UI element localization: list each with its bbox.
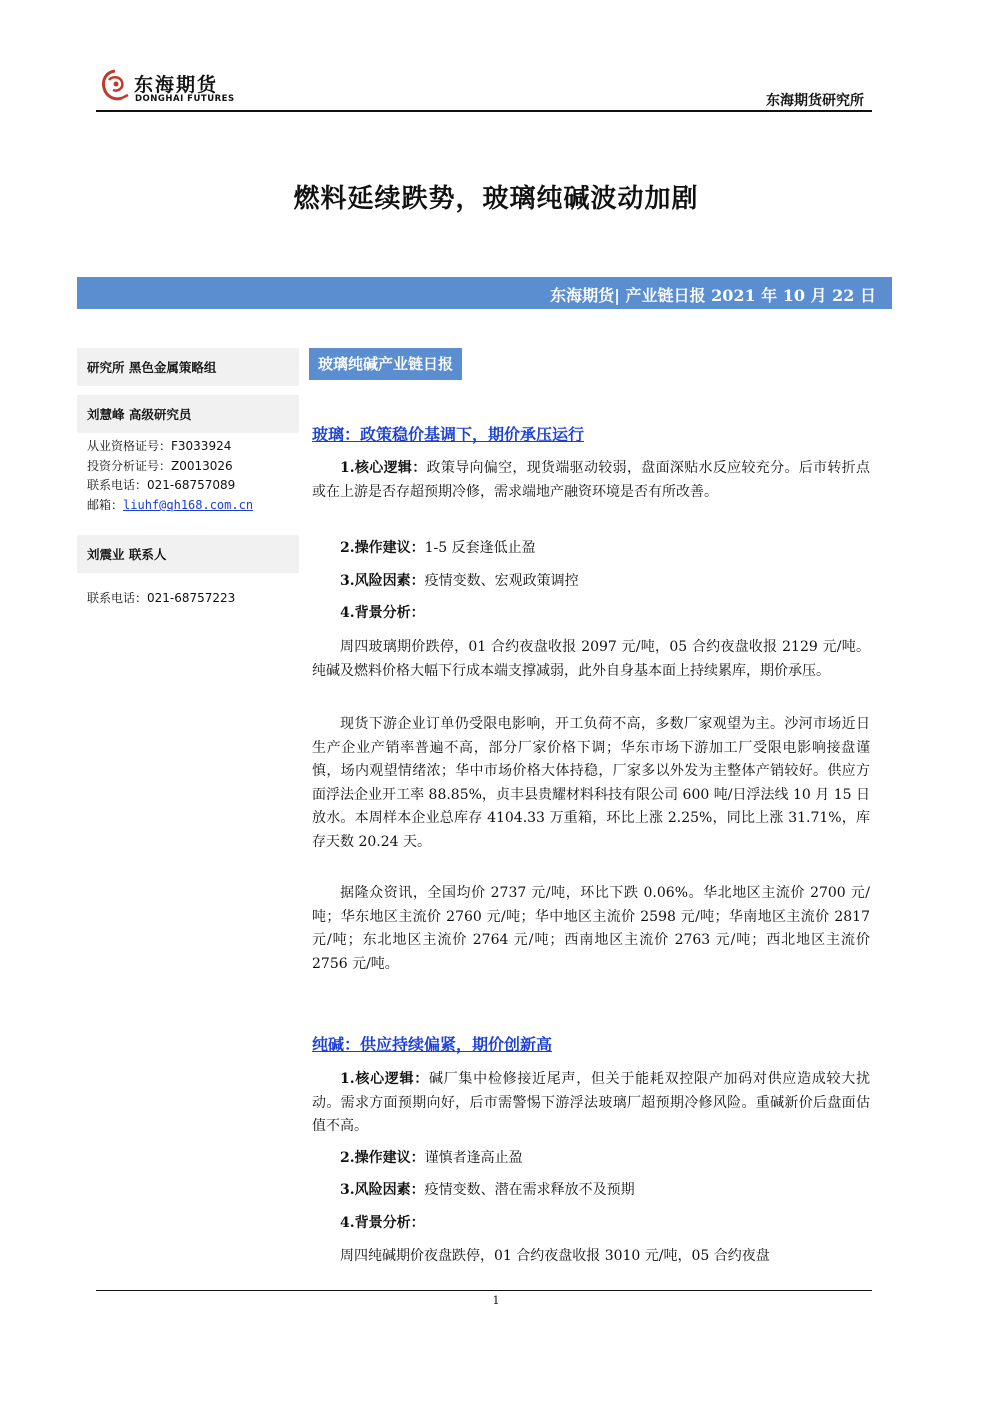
page-number: 1 xyxy=(492,1294,500,1307)
soda-core-label: 1.核心逻辑： xyxy=(340,1071,429,1087)
header-divider xyxy=(96,110,872,112)
glass-risk xyxy=(340,570,579,594)
soda-heading-link[interactable]: 纯碱：供应持续偏紧，期价创新高 xyxy=(312,1035,553,1054)
glass-core-text: 政策导向偏空，现货端驱动较弱，盘面深贴水反应较充分。后市转折点或在上游是否存超预期冷修，需求端地产融资环境是否有所改善。 xyxy=(312,460,870,500)
glass-paragraph-3: 据隆众资讯，全国均价 2737 元/吨，环比下跌 0.06%。华北地区主流价 2700 元/吨；华东地区主流价 2760 元/吨；华中地区主流价 2598 元/吨；华南地区主流价 2817 元/吨；东北地区主流价 2764 元/吨；西南地区主流价 2763 元/吨；西北地区主流价 2756 元/吨。 xyxy=(312,885,870,972)
glass-paragraph-2: 现货下游企业订单仍受限电影响，开工负荷不高，多数厂家观望为主。沙河市场近日生产企业产销率普遍不高，部分厂家价格下调；华东市场下游加工厂受限电影响接盘谨慎，场内观望情绪浓；华中市场价格大体持稳，厂家多以外发为主整体产销较好。供应方面浮法企业开工率 88.85%，贞丰县贵耀材料科技有限公司 600 吨/日浮法线 10 月 15 日放水。本周样本企业总库存 4104.33 万重箱，环比上涨 2.25%，同比上涨 31.71%，库存天数 20.24 天。 xyxy=(312,716,870,850)
logo-chinese-name: 东海期货 xyxy=(134,74,219,96)
analyst-email-link[interactable]: liuhf@qh168.com.cn xyxy=(123,498,254,512)
logo-english-name: DONGHAI FUTURES xyxy=(135,94,235,104)
glass-core-logic xyxy=(312,457,870,504)
glass-risk-label: 3.风险因素： xyxy=(340,573,425,589)
glass-bg-heading xyxy=(340,602,425,626)
soda-risk-text: 疫情变数、潜在需求释放不及预期 xyxy=(424,1182,635,1198)
report-banner xyxy=(77,277,892,309)
glass-op-label: 2.操作建议： xyxy=(340,540,425,556)
soda-core-text: 碱厂集中检修接近尾声，但关于能耗双控限产加码对供应造成较大扰动。需求方面预期向好，后市需警惕下游浮法玻璃厂超预期冷修风险。重碱新价后盘面估值不高。 xyxy=(312,1071,870,1134)
email-label: 邮箱： xyxy=(87,498,124,512)
banner-text: 东海期货| 产业链日报 2021 年 10 月 22 日 xyxy=(550,286,876,305)
analyst-qualification: 从业资格证号：F3033924 xyxy=(87,439,232,453)
glass-risk-text: 疫情变数、宏观政策调控 xyxy=(424,573,579,589)
section-tag: 玻璃纯碱产业链日报 xyxy=(309,348,462,380)
institute-name: 东海期货研究所 xyxy=(766,93,864,109)
dragon-logo-icon xyxy=(98,68,132,104)
analyst-investment-cert: 投资分析证号：Z0013026 xyxy=(87,459,233,473)
sidebar-dept: 研究所 黑色金属策略组 xyxy=(87,360,217,375)
sidebar-contact-name: 刘震业 联系人 xyxy=(87,547,167,562)
soda-op-advice xyxy=(340,1147,523,1171)
soda-op-label: 2.操作建议： xyxy=(340,1150,425,1166)
glass-paragraph-1: 周四玻璃期价跌停，01 合约夜盘收报 2097 元/吨，05 合约夜盘收报 2129 元/吨。纯碱及燃料价格大幅下行成本端支撑减弱，此外自身基本面上持续累库，期价承压。 xyxy=(312,639,870,679)
soda-risk-label: 3.风险因素： xyxy=(340,1182,425,1198)
glass-heading-link[interactable]: 玻璃：政策稳价基调下，期价承压运行 xyxy=(312,425,585,444)
glass-op-text: 1-5 反套逢低止盈 xyxy=(424,540,536,556)
soda-bg-heading xyxy=(340,1212,425,1236)
contact-phone: 联系电话：021-68757223 xyxy=(87,591,236,605)
sidebar-contact-box xyxy=(77,535,299,573)
glass-op-advice xyxy=(340,537,536,561)
soda-paragraph-1: 周四纯碱期价夜盘跌停，01 合约夜盘收报 3010 元/吨，05 合约夜盘 xyxy=(340,1248,770,1264)
footer-divider xyxy=(96,1290,872,1291)
sidebar-analyst-box xyxy=(77,395,299,433)
analyst-email-row xyxy=(87,495,253,515)
sidebar-analyst-name: 刘慧峰 高级研究员 xyxy=(87,407,192,422)
soda-bg-label: 4.背景分析： xyxy=(340,1215,425,1231)
company-logo xyxy=(98,68,238,108)
page-title: 燃料延续跌势，玻璃纯碱波动加剧 xyxy=(293,184,699,214)
soda-op-text: 谨慎者逢高止盈 xyxy=(424,1150,523,1166)
analyst-phone: 联系电话：021-68757089 xyxy=(87,478,236,492)
glass-bg-label: 4.背景分析： xyxy=(340,605,425,621)
soda-risk xyxy=(340,1179,635,1203)
sidebar-dept-box xyxy=(77,348,299,386)
glass-core-label: 1.核心逻辑： xyxy=(340,460,427,476)
soda-core-logic xyxy=(312,1068,870,1139)
